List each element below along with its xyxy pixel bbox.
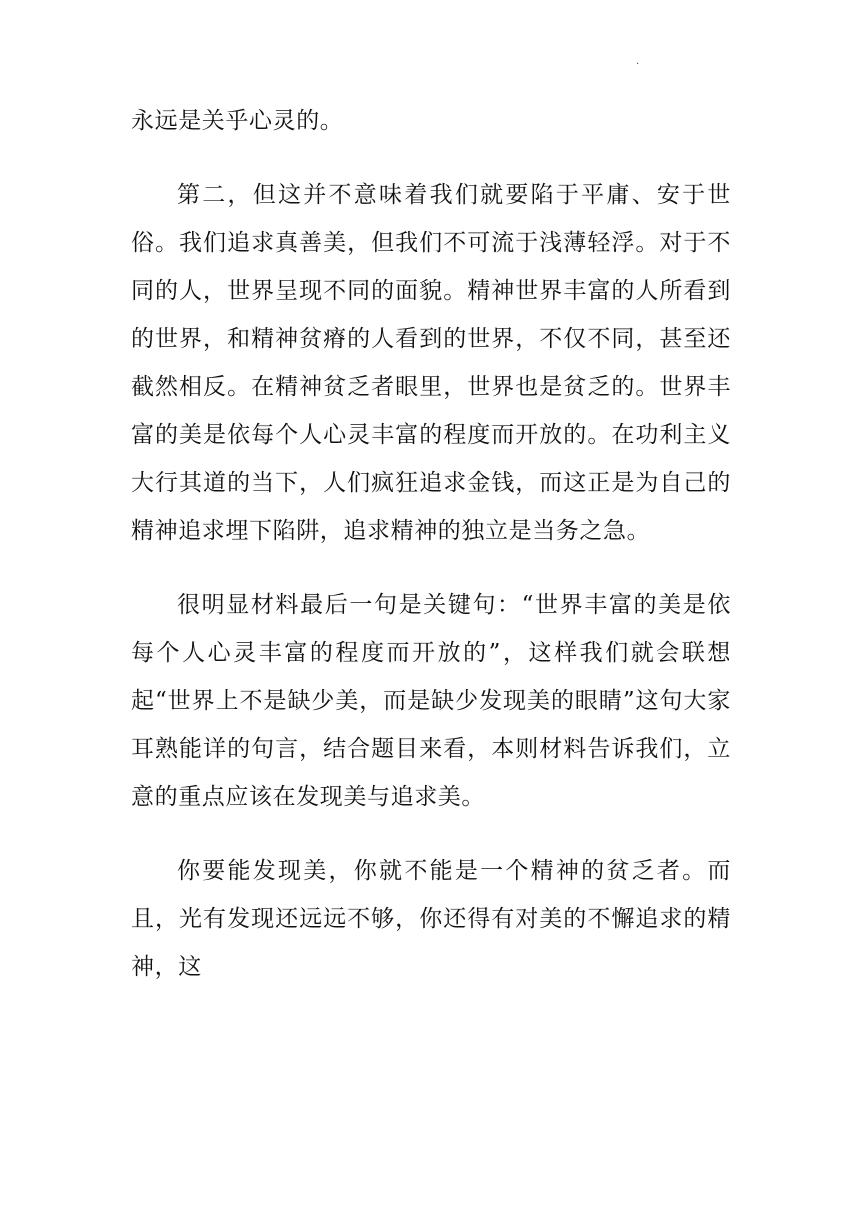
paragraph-second-point: 第二，但这并不意味着我们就要陷于平庸、安于世俗。我们追求真善美，但我们不可流于浅薄轻浮。对于不同的人，世界呈现不同的面貌。精神世界丰富的人所看到的世界，和精神贫瘠的人看到的世界，不仅不同，甚至还截然相反。在精神贫乏者眼里，世界也是贫乏的。世界丰富的美是依每个人心灵丰富的程度而开放的。在功利主义大行其道的当下，人们疯狂追求金钱，而这正是为自己的精神追求埋下陷阱，追求精神的独立是当务之急。 (131, 182, 731, 544)
paragraph-discover-beauty: 你要能发现美，你就不能是一个精神的贫乏者。而且，光有发现还远远不够，你还得有对美的不懈追求的精神，这 (131, 858, 731, 980)
page-top-mark: . (636, 56, 640, 67)
paragraph-continuation: 永远是关乎心灵的。 (131, 108, 344, 134)
paragraph-key-sentence: 很明显材料最后一句是关键句：“世界丰富的美是依每个人心灵丰富的程度而开放的”，这样我们就会联想起“世界上不是缺少美，而是缺少发现美的眼睛”这句大家耳熟能详的句言，结合题目来看，本则材料告诉我们，立意的重点应该在发现美与追求美。 (131, 592, 731, 810)
document-body (131, 97, 731, 991)
